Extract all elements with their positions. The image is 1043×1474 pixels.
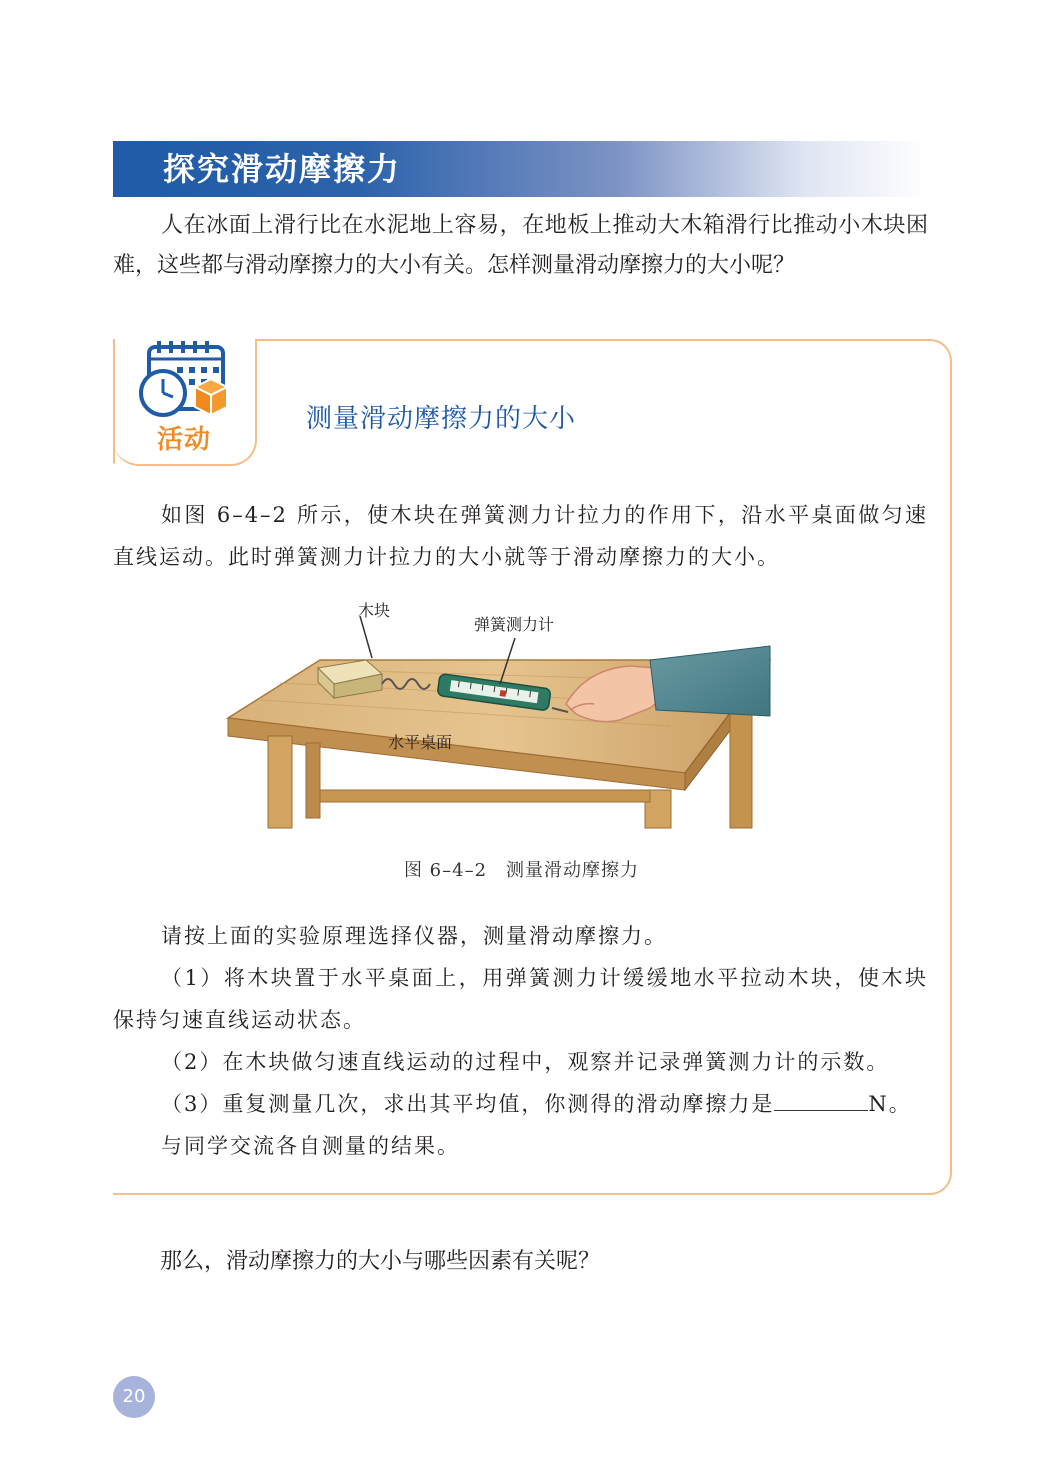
- activity-instructions: [113, 915, 928, 1167]
- figure-caption: 图 6–4–2 测量滑动摩擦力: [403, 860, 640, 881]
- label-horizontal-table: 水平桌面: [388, 733, 453, 752]
- step-3-text: （3）重复测量几次，求出其平均值，你测得的滑动摩擦力是: [161, 1092, 775, 1116]
- answer-blank[interactable]: [774, 1088, 868, 1111]
- label-wood-block: 木块: [358, 601, 391, 620]
- activity-label: 活动: [157, 425, 212, 455]
- calendar-clock-box-icon: [137, 341, 227, 423]
- instruction-step-1: （1）将木块置于水平桌面上，用弹簧测力计缓缓地水平拉动木块，使木块保持匀速直线运动状态。: [113, 966, 928, 1032]
- section-title: 探究滑动摩擦力: [163, 150, 402, 188]
- closing-question: 那么，滑动摩擦力的大小与哪些因素有关呢？: [160, 1249, 601, 1274]
- activity-badge: [113, 339, 257, 466]
- section-banner: [113, 141, 928, 197]
- activity-title: 测量滑动摩擦力的大小: [306, 404, 577, 434]
- instruction-step-2: （2）在木块做匀速直线运动的过程中，观察并记录弹簧测力计的示数。: [161, 1050, 890, 1074]
- activity-description: 如图 6–4–2 所示，使木块在弹簧测力计拉力的作用下，沿水平桌面做匀速直线运动。此时弹簧测力计拉力的大小就等于滑动摩擦力的大小。: [113, 503, 928, 569]
- intro-paragraph: 人在冰面上滑行比在水泥地上容易，在地板上推动大木箱滑行比推动小木块困难，这些都与滑动摩擦力的大小有关。怎样测量滑动摩擦力的大小呢？: [113, 213, 928, 278]
- experiment-illustration: [210, 598, 830, 842]
- instruction-followup: 与同学交流各自测量的结果。: [161, 1134, 460, 1158]
- step-3-unit: N。: [868, 1092, 912, 1116]
- label-spring-scale: 弹簧测力计: [474, 615, 555, 634]
- instruction-lead: 请按上面的实验原理选择仪器，测量滑动摩擦力。: [161, 924, 667, 948]
- instruction-step-3: [113, 1083, 928, 1125]
- page-number: 20: [113, 1376, 155, 1418]
